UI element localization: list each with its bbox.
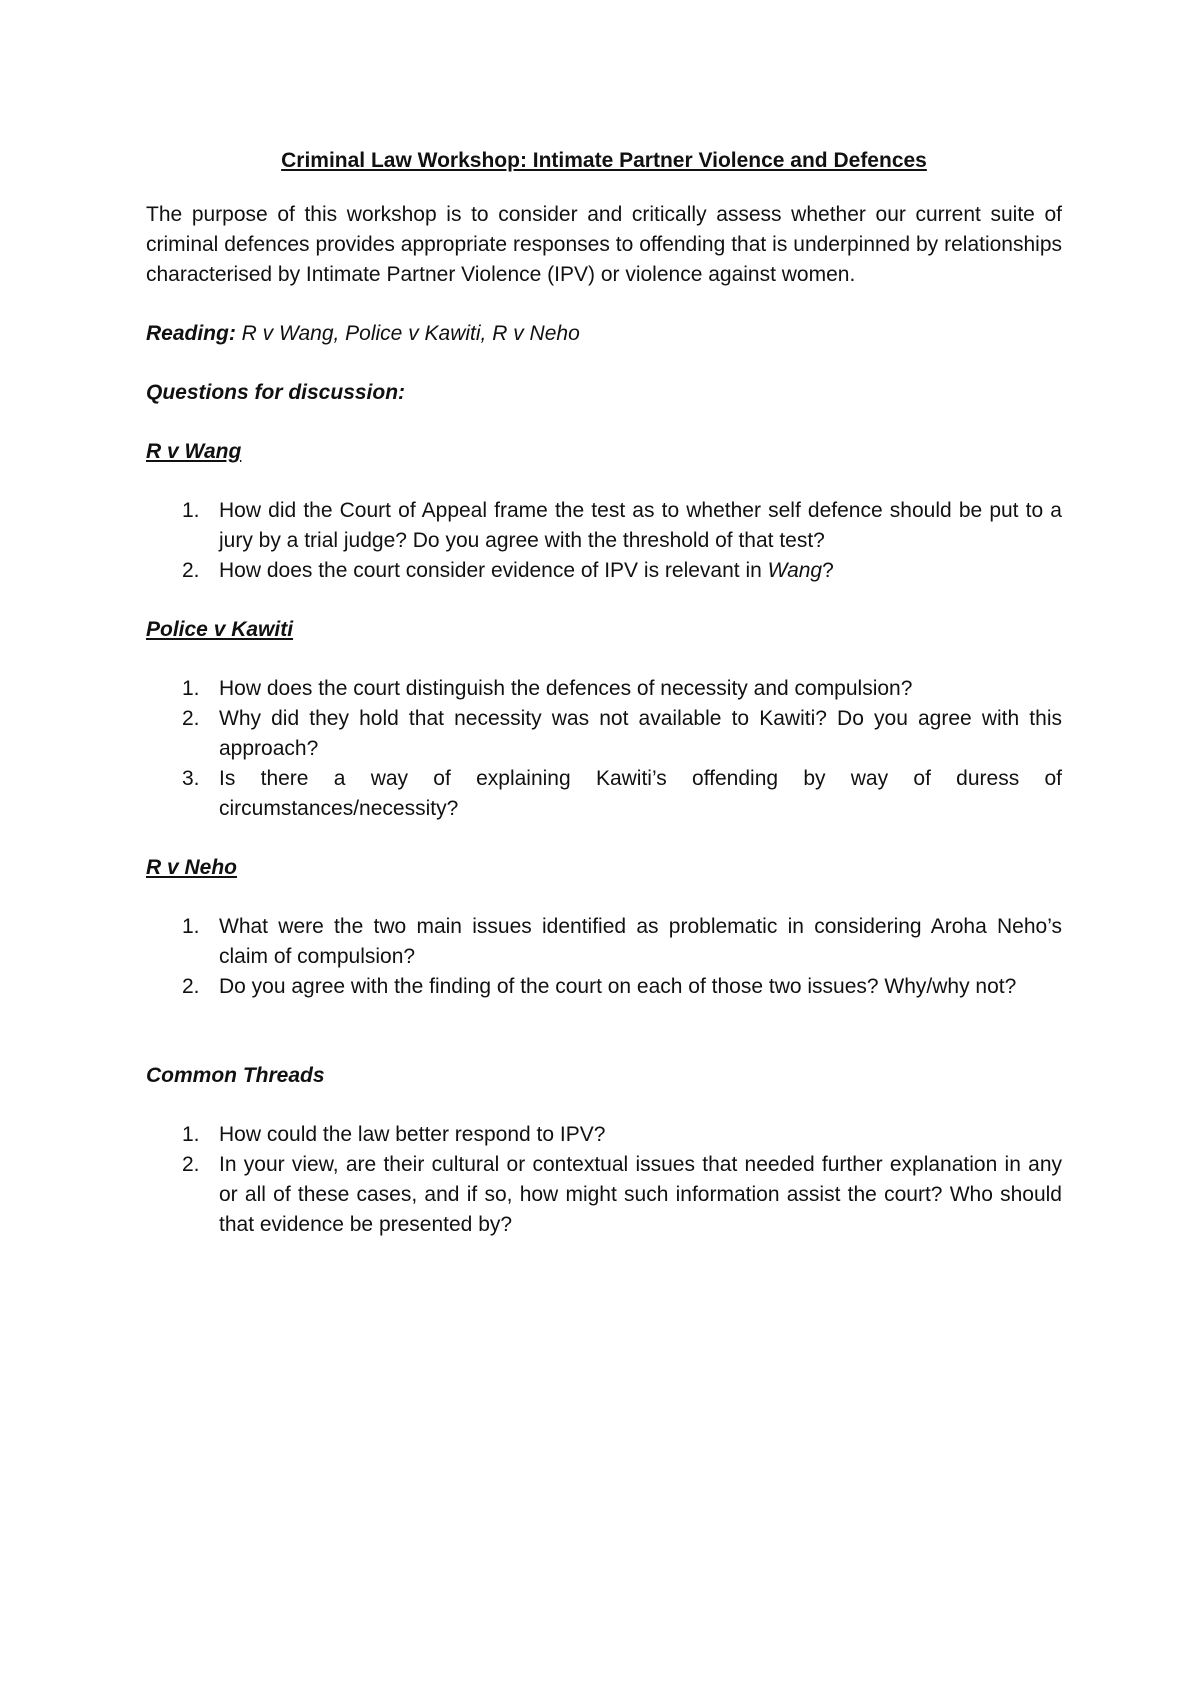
question-text: How does the court distinguish the defences of necessity and compulsion? (219, 677, 913, 700)
list-number: 1. (182, 499, 200, 522)
list-item (146, 674, 1062, 704)
section-heading-wang: R v Wang (146, 440, 242, 463)
question-text: In your view, are their cultural or contextual issues that needed further explanation in any or all of these cases, and if so, how might such information assist the court? Who should that evidence be presented by? (219, 1153, 1062, 1236)
question-text: What were the two main issues identified as problematic in considering Aroha Neho’s claim of compulsion? (219, 915, 1062, 968)
question-text: How did the Court of Appeal frame the test as to whether self defence should be put to a jury by a trial judge? Do you agree with the threshold of that test? (219, 499, 1062, 552)
question-text: Why did they hold that necessity was not available to Kawiti? Do you agree with this approach? (219, 707, 1062, 760)
question-text-part: ? (822, 559, 834, 582)
list-item (146, 704, 1062, 764)
intro-paragraph: The purpose of this workshop is to consider and critically assess whether our current suite of criminal defences provides appropriate responses to offending that is underpinned by relationships characterised by Intimate Partner Violence (IPV) or violence against women. (146, 203, 1062, 286)
reading-line (146, 319, 1062, 349)
section-heading-kawiti: Police v Kawiti (146, 618, 294, 641)
list-item (146, 556, 1062, 586)
list-number: 1. (182, 1123, 200, 1146)
list-number: 2. (182, 975, 200, 998)
question-text: How could the law better respond to IPV? (219, 1123, 606, 1146)
list-number: 1. (182, 915, 200, 938)
list-item (146, 972, 1062, 1002)
question-list-neho (146, 912, 1062, 1002)
reading-list: R v Wang, Police v Kawiti, R v Neho (235, 322, 580, 345)
question-text-part: How does the court consider evidence of IPV is relevant in (219, 559, 768, 582)
discussion-heading: Questions for discussion: (146, 381, 406, 404)
question-text: Do you agree with the finding of the court on each of those two issues? Why/why not? (219, 975, 1017, 998)
list-item (146, 1150, 1062, 1240)
question-list-common-threads (146, 1120, 1062, 1240)
list-number: 1. (182, 677, 200, 700)
question-text: Is there a way of explaining Kawiti’s offending by way of duress of circumstances/necessity? (219, 767, 1062, 820)
question-text (219, 559, 834, 582)
question-list-wang (146, 496, 1062, 586)
document-title: Criminal Law Workshop: Intimate Partner Violence and Defences (281, 149, 927, 172)
section-spacer (146, 1031, 1062, 1061)
list-item (146, 764, 1062, 824)
list-item (146, 912, 1062, 972)
list-number: 3. (182, 767, 200, 790)
document-body (146, 146, 1062, 1269)
section-heading-common-threads: Common Threads (146, 1064, 325, 1087)
list-number: 2. (182, 559, 200, 582)
section-heading-neho: R v Neho (146, 856, 238, 879)
question-list-kawiti (146, 674, 1062, 824)
case-name-italic: Wang (767, 559, 823, 582)
list-number: 2. (182, 1153, 200, 1176)
list-number: 2. (182, 707, 200, 730)
list-item (146, 496, 1062, 556)
reading-label: Reading: (146, 322, 236, 345)
list-item (146, 1120, 1062, 1150)
